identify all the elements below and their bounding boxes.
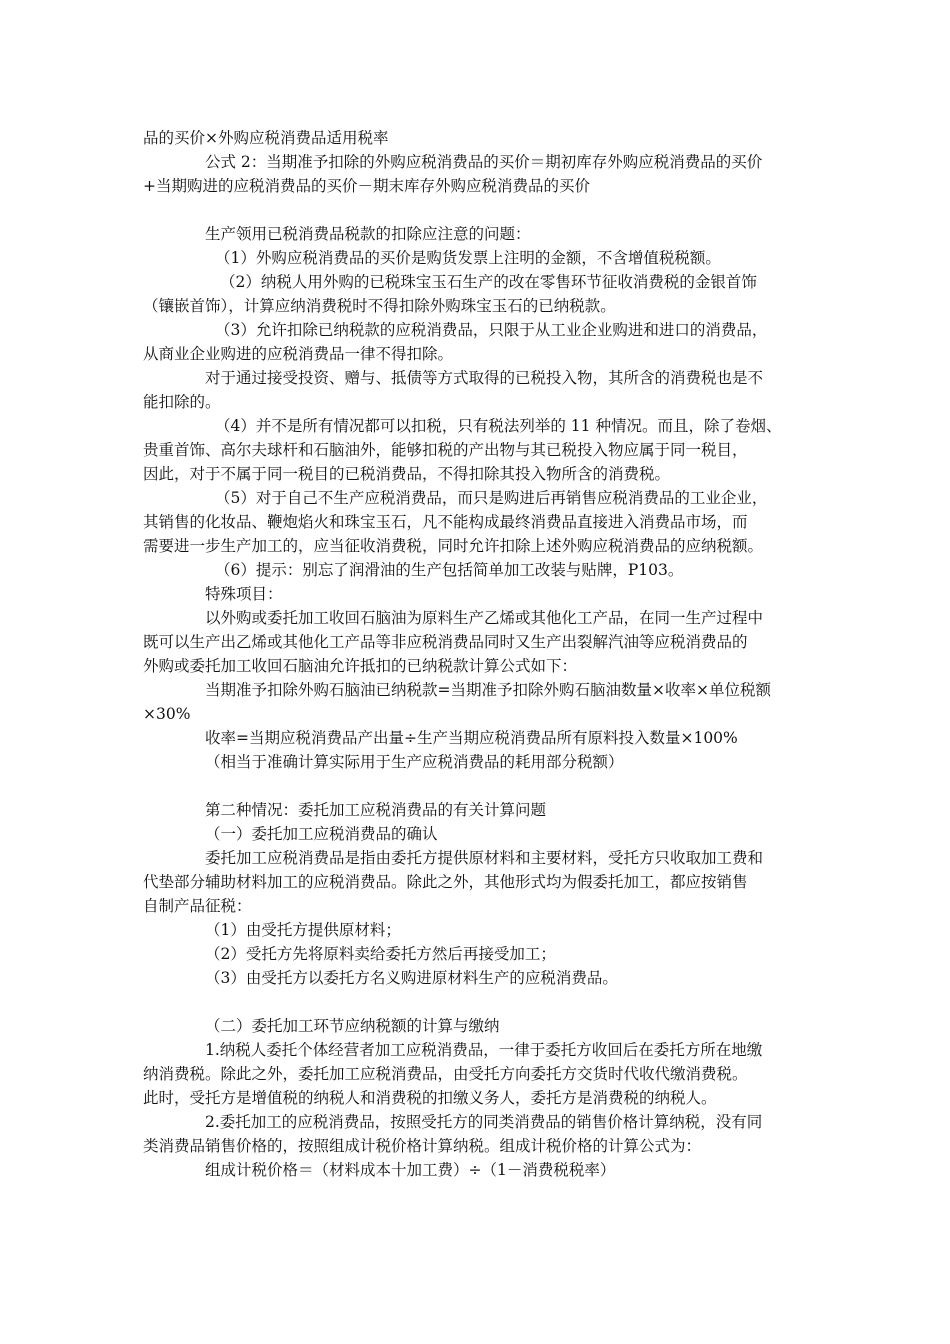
- text-line: 委托加工应税消费品是指由委托方提供原材料和主要材料，受托方只收取加工费和: [205, 849, 764, 867]
- text-line: 能扣除的。: [143, 393, 221, 411]
- text-line: （相当于准确计算实际用于生产应税消费品的耗用部分税额）: [205, 753, 624, 771]
- text-line: 品的买价×外购应税消费品适用税率: [143, 129, 389, 147]
- text-line: 当期准予扣除外购石脑油已纳税款=当期准予扣除外购石脑油数量×收率×单位税额: [205, 681, 771, 699]
- text-line: 1.纳税人委托个体经营者加工应税消费品，一律于委托方收回后在委托方所在地缴: [205, 1041, 763, 1059]
- text-line: 特殊项目：: [205, 585, 283, 603]
- text-line: （1）外购应税消费品的买价是购货发票上注明的金额，不含增值税税额。: [215, 249, 721, 267]
- text-line: 贵重首饰、高尔夫球杆和石脑油外，能够扣税的产出物与其已税投入物应属于同一税目，: [143, 441, 748, 459]
- text-line: （3）允许扣除已纳税款的应税消费品，只限于从工业企业购进和进口的消费品，: [215, 321, 768, 339]
- text-line: 纳消费税。除此之外，委托加工应税消费品，由受托方向委托方交货时代收代缴消费税。: [143, 1065, 748, 1083]
- document-page: [143, 126, 808, 1182]
- text-line: （5）对于自己不生产应税消费品，而只是购进后再销售应税消费品的工业企业，: [215, 489, 768, 507]
- text-line: 因此，对于不属于同一税目的已税消费品，不得扣除其投入物所含的消费税。: [143, 465, 671, 483]
- text-line: 收率=当期应税消费品产出量÷生产当期应税消费品所有原料投入数量×100%: [205, 729, 738, 747]
- text-line: 自制产品征税：: [143, 897, 252, 915]
- text-line: 组成计税价格＝（材料成本十加工费）÷（1－消费税税率）: [205, 1161, 616, 1179]
- text-line: 生产领用已税消费品税款的扣除应注意的问题：: [205, 225, 531, 243]
- text-line: （一）委托加工应税消费品的确认: [205, 825, 438, 843]
- text-line: （2）受托方先将原料卖给委托方然后再接受加工；: [205, 945, 556, 963]
- text-line: 公式 2：当期准予扣除的外购应税消费品的买价＝期初库存外购应税消费品的买价: [205, 153, 763, 171]
- blank-line: [143, 990, 808, 1014]
- text-line: 此时，受托方是增值税的纳税人和消费税的扣缴义务人，委托方是消费税的纳税人。: [143, 1089, 717, 1107]
- text-line: 其销售的化妆品、鞭炮焰火和珠宝玉石，凡不能构成最终消费品直接进入消费品市场，而: [143, 513, 748, 531]
- text-line: 类消费品销售价格的，按照组成计税价格计算纳税。组成计税价格的计算公式为：: [143, 1137, 702, 1155]
- text-line: 2.委托加工的应税消费品，按照受托方的同类消费品的销售价格计算纳税，没有同: [205, 1113, 763, 1131]
- text-line: 对于通过接受投资、赠与、抵债等方式取得的已税投入物，其所含的消费税也是不: [205, 369, 764, 387]
- text-line: （二）委托加工环节应纳税额的计算与缴纳: [205, 1017, 500, 1035]
- text-line: 外购或委托加工收回石脑油允许抵扣的已纳税款计算公式如下：: [143, 657, 578, 675]
- text-line: （2）纳税人用外购的已税珠宝玉石生产的改在零售环节征收消费税的金银首饰: [220, 273, 757, 291]
- text-line: 代垫部分辅助材料加工的应税消费品。除此之外，其他形式均为假委托加工，都应按销售: [143, 873, 748, 891]
- blank-line: [143, 774, 808, 798]
- text-line: 既可以生产出乙烯或其他化工产品等非应税消费品同时又生产出裂解汽油等应税消费品的: [143, 633, 748, 651]
- text-line: +当期购进的应税消费品的买价－期末库存外购应税消费品的买价: [143, 177, 590, 195]
- text-line: （1）由受托方提供原材料；: [205, 921, 401, 939]
- text-line: （镶嵌首饰），计算应纳消费税时不得扣除外购珠宝玉石的已纳税款。: [143, 297, 616, 315]
- text-line: （3）由受托方以委托方名义购进原材料生产的应税消费品。: [205, 969, 618, 987]
- text-line: 从商业企业购进的应税消费品一律不得扣除。: [143, 345, 454, 363]
- text-line: （6）提示：别忘了润滑油的生产包括简单加工改装与贴牌，P103。: [215, 561, 684, 579]
- text-line: （4）并不是所有情况都可以扣税，只有税法列举的 11 种情况。而且，除了卷烟、: [215, 417, 782, 435]
- blank-line: [143, 198, 808, 222]
- text-line: 第二种情况：委托加工应税消费品的有关计算问题: [205, 801, 547, 819]
- text-line: 需要进一步生产加工的，应当征收消费税，同时允许扣除上述外购应税消费品的应纳税额。: [143, 537, 764, 555]
- text-line: 以外购或委托加工收回石脑油为原料生产乙烯或其他化工产品，在同一生产过程中: [205, 609, 764, 627]
- text-line: ×30%: [143, 705, 191, 723]
